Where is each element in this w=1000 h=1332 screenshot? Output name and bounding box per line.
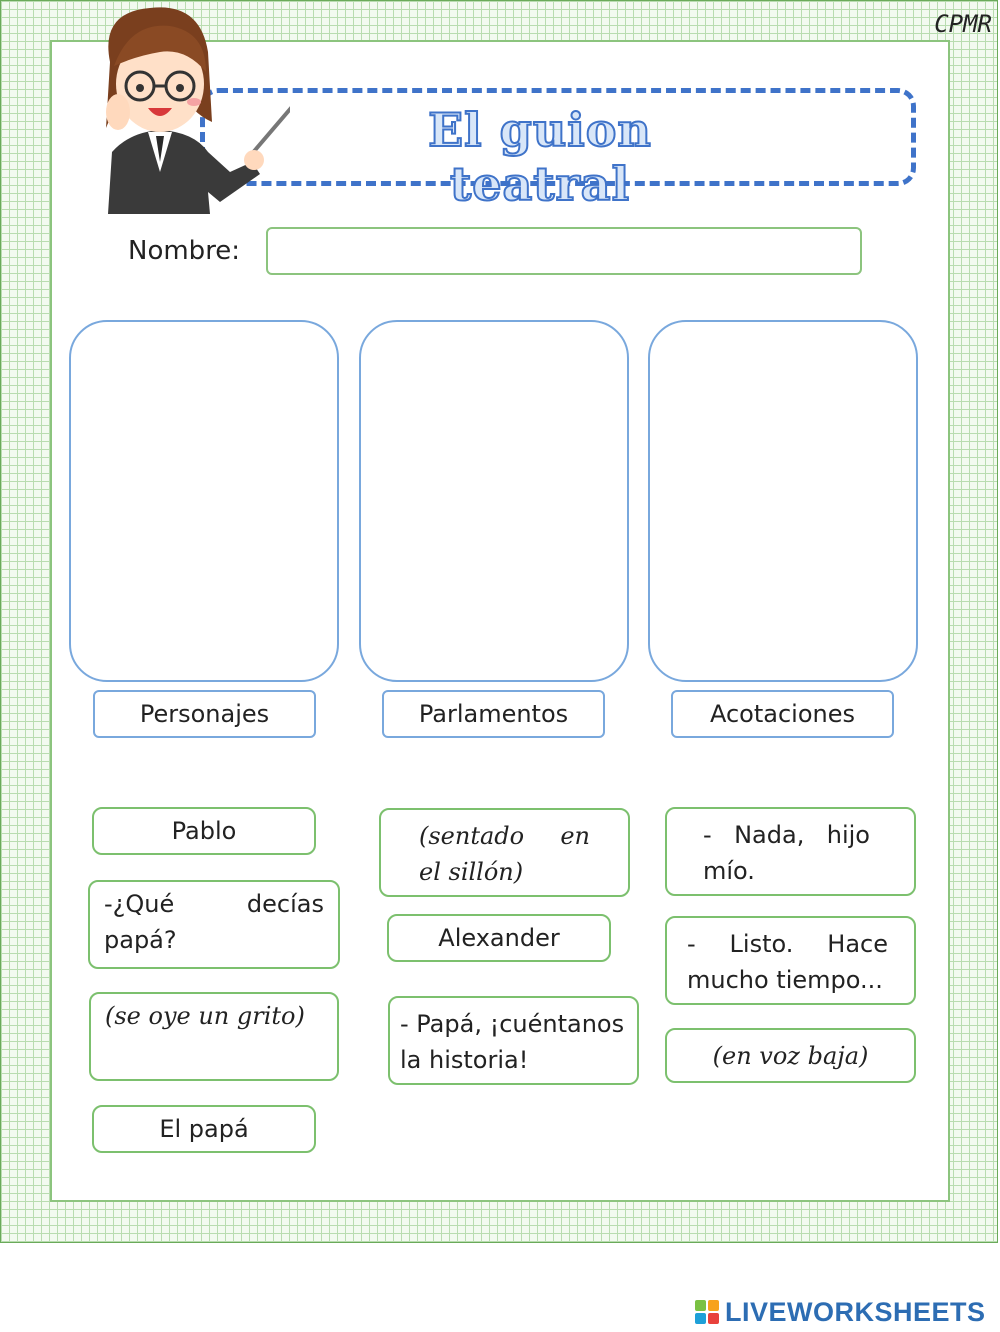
card-alexander[interactable]: Alexander xyxy=(387,914,611,962)
card-se-oye-un-grito[interactable]: (se oye un grito) xyxy=(89,992,339,1081)
card-que-decias-papa[interactable]: -¿Qué decías papá? xyxy=(88,880,340,969)
card-papa-cuentanos-la-historia[interactable]: - Papá, ¡cuéntanos la historia! xyxy=(388,996,639,1085)
drop-zone-parlamentos[interactable] xyxy=(359,320,629,682)
card-el-papa[interactable]: El papá xyxy=(92,1105,316,1153)
card-pablo[interactable]: Pablo xyxy=(92,807,316,855)
teacher-illustration xyxy=(90,2,290,214)
drop-zone-personajes[interactable] xyxy=(69,320,339,682)
liveworksheets-logo-icon xyxy=(695,1300,719,1324)
column-label-parlamentos: Parlamentos xyxy=(382,690,605,738)
name-label: Nombre: xyxy=(128,236,241,266)
liveworksheets-brand[interactable] xyxy=(695,1294,986,1330)
page-title: El guion teatral xyxy=(428,103,652,211)
card-en-voz-baja[interactable]: (en voz baja) xyxy=(665,1028,916,1083)
brand-name: LIVEWORKSHEETS xyxy=(725,1296,986,1327)
name-input[interactable] xyxy=(266,227,862,275)
column-label-acotaciones: Acotaciones xyxy=(671,690,894,738)
drop-zone-acotaciones[interactable] xyxy=(648,320,918,682)
card-sentado-en-el-sillon[interactable]: (sentado en el sillón) xyxy=(379,808,630,897)
column-label-personajes: Personajes xyxy=(93,690,316,738)
card-nada-hijo-mio[interactable]: - Nada, hijo mío. xyxy=(665,807,916,896)
corner-tag: CPMR xyxy=(934,10,992,38)
card-listo-hace-mucho-tiempo[interactable]: - Listo. Hace mucho tiempo... xyxy=(665,916,916,1005)
